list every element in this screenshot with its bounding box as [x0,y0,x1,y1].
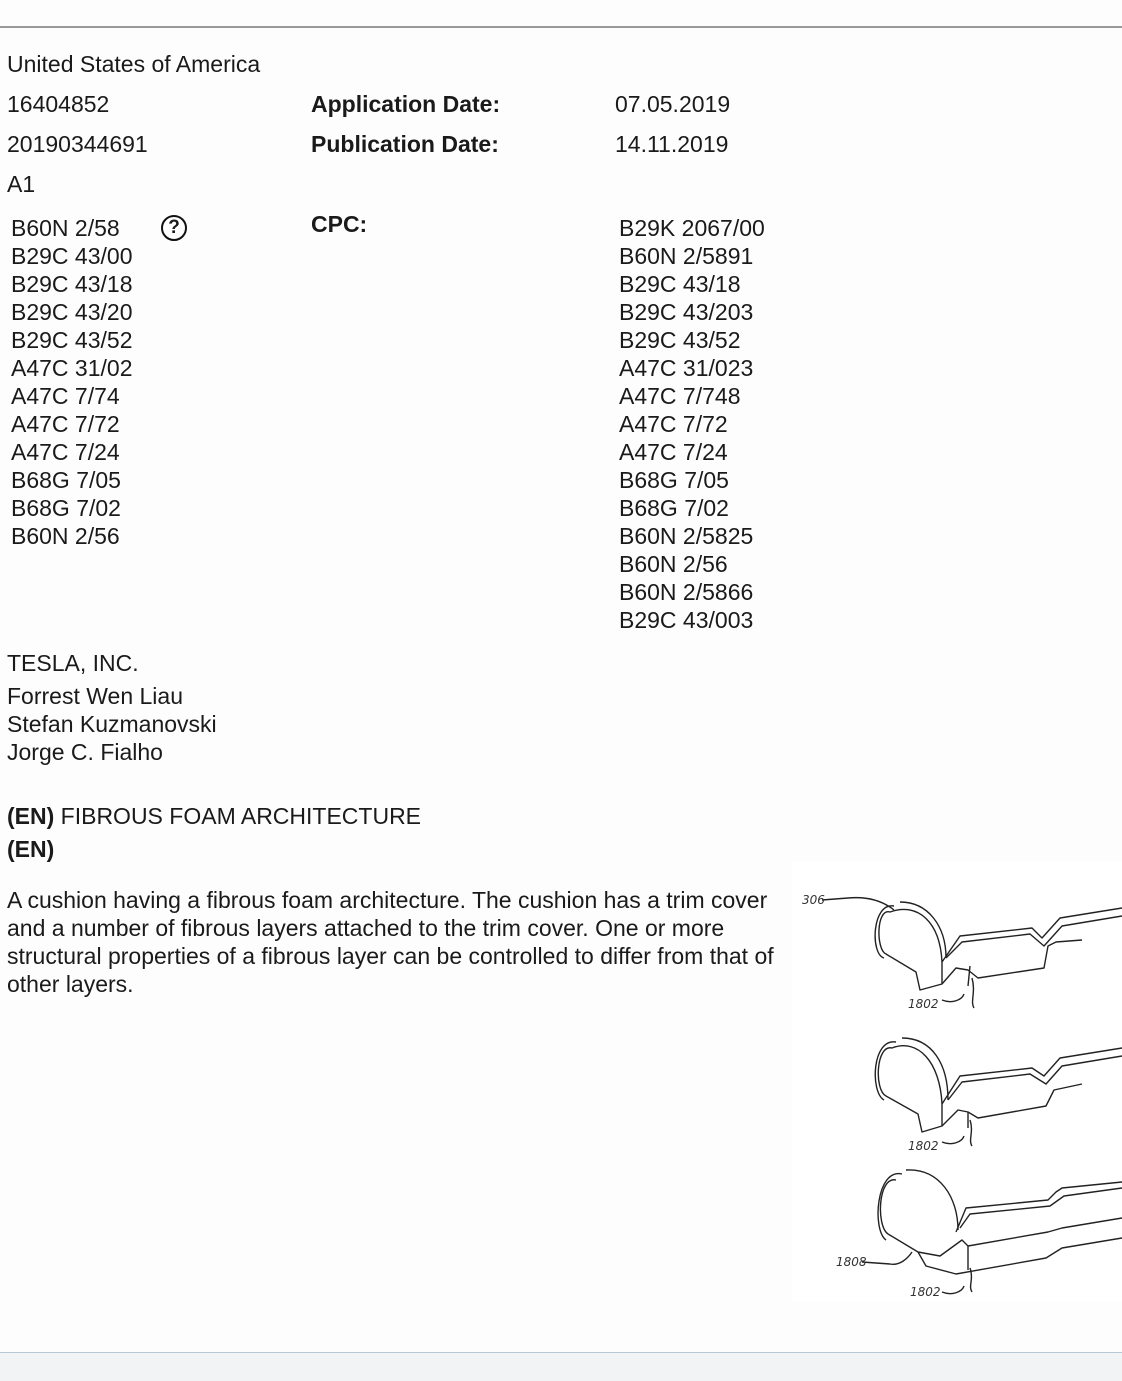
title-lang: (EN) [7,803,55,829]
drawing-label-1802-a: 1802 [908,997,939,1011]
drawing-label-306: 306 [802,893,825,907]
ipc-code: B68G 7/05 [11,467,121,493]
inventor-list [7,682,217,766]
seat-cushion-figures [792,862,1122,1302]
country: United States of America [7,51,261,77]
inventor: Stefan Kuzmanovski [7,711,217,737]
inventor: Jorge C. Fialho [7,739,163,765]
cpc-code: A47C 31/023 [619,355,754,381]
cpc-code: A47C 7/72 [619,411,728,437]
ipc-code: A47C 7/74 [11,383,120,409]
top-divider [0,26,1122,28]
ipc-code: A47C 7/24 [11,439,120,465]
drawing-label-1802-b: 1802 [908,1139,939,1153]
cpc-code: B60N 2/56 [619,551,728,577]
application-number: 16404852 [7,91,110,117]
ipc-code: B29C 43/52 [11,327,133,353]
cpc-code: B60N 2/5825 [619,523,754,549]
ipc-code: B60N 2/58 [11,215,120,241]
question-circle-icon[interactable]: ? [161,215,187,241]
drawing-label-1802-c: 1802 [910,1285,941,1299]
ipc-code: B68G 7/02 [11,495,121,521]
cpc-code: B60N 2/5866 [619,579,754,605]
inventor: Forrest Wen Liau [7,683,183,709]
applicant: TESLA, INC. [7,650,139,676]
cpc-code: B68G 7/02 [619,495,729,521]
cpc-code: B29K 2067/00 [619,215,765,241]
cpc-code-list [619,214,765,634]
publication-number: 20190344691 [7,131,148,157]
ipc-code: B29C 43/18 [11,271,133,297]
cpc-code: B60N 2/5891 [619,243,754,269]
ipc-code: A47C 31/02 [11,355,133,381]
cpc-code: A47C 7/24 [619,439,728,465]
ipc-code: B60N 2/56 [11,523,120,549]
cpc-code: B29C 43/003 [619,607,754,633]
kind-code: A1 [7,171,36,197]
title-lang-secondary: (EN) [7,836,55,862]
figure-1 [822,898,1122,1008]
patent-drawing [792,862,1122,1302]
publication-date-label: Publication Date: [311,131,499,157]
ipc-code: B29C 43/20 [11,299,133,325]
abstract: A cushion having a fibrous foam architecture. The cushion has a trim cover and a number of fibrous layers attached to the trim cover. One or more structural properties of a fibrous layer can be controlled to differ from that of other layers. [7,887,774,997]
bottom-bar [0,1352,1122,1381]
publication-date: 14.11.2019 [615,131,729,157]
cpc-label: CPC: [311,211,368,237]
ipc-code-list [11,214,132,550]
title: FIBROUS FOAM ARCHITECTURE [60,803,422,829]
cpc-code: A47C 7/748 [619,383,741,409]
drawing-label-1808: 1808 [836,1255,867,1269]
cpc-code: B29C 43/18 [619,271,741,297]
title-line [7,802,421,830]
application-date-label: Application Date: [311,91,501,117]
figure-2 [875,1038,1122,1146]
cpc-code: B68G 7/05 [619,467,729,493]
ipc-code: B29C 43/00 [11,243,133,269]
cpc-code: B29C 43/203 [619,299,754,325]
application-date: 07.05.2019 [615,91,731,117]
figure-3 [862,1170,1122,1294]
ipc-code: A47C 7/72 [11,411,120,437]
cpc-code: B29C 43/52 [619,327,741,353]
